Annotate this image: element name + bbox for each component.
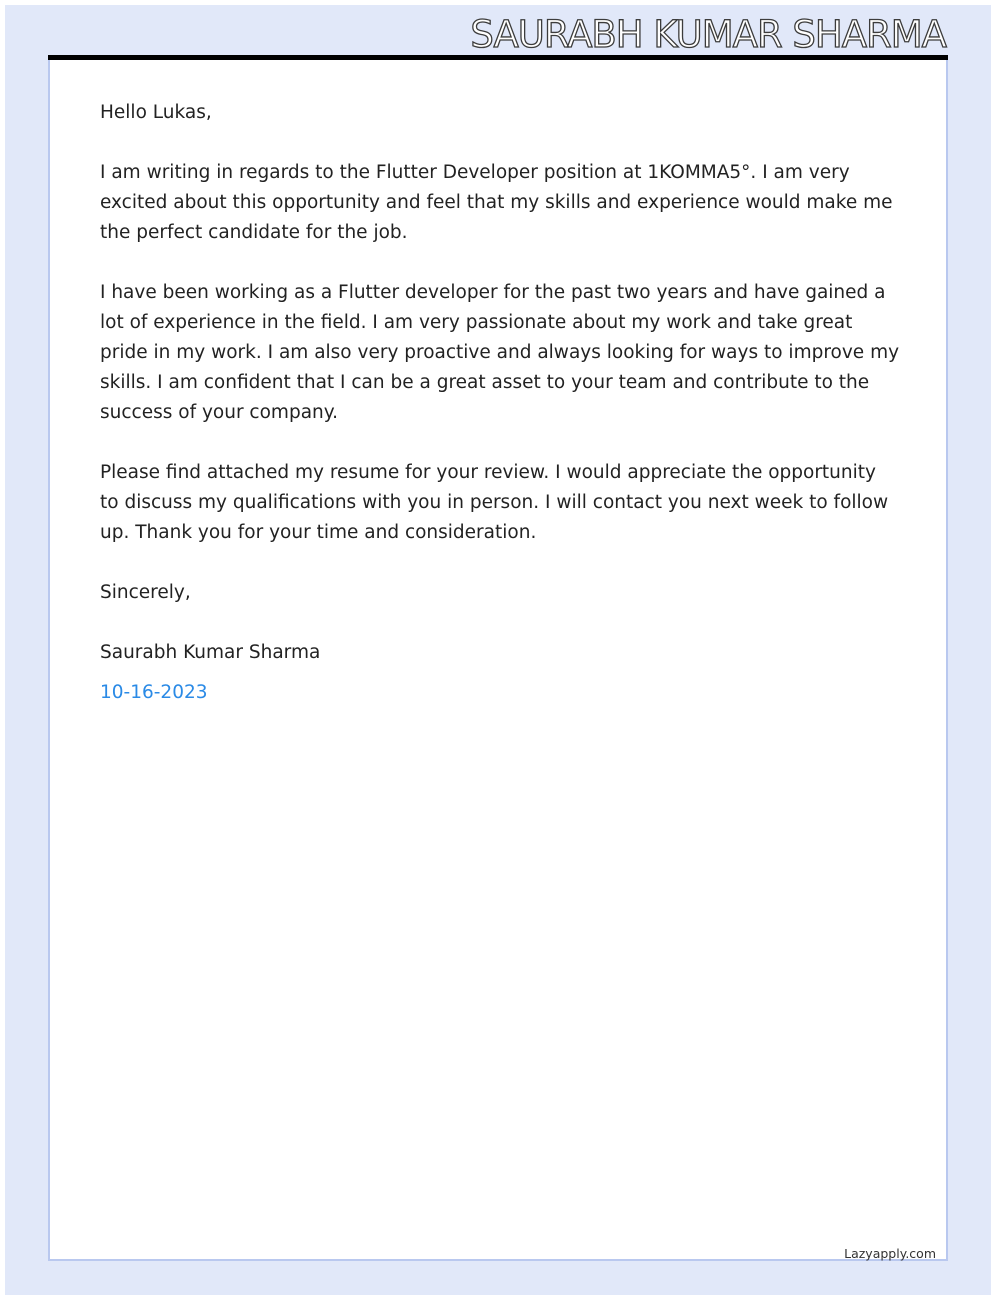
greeting: Hello Lukas, [100,102,212,123]
closing: Sincerely, [100,582,191,603]
footer-brand: Lazyapply.com [844,1246,936,1261]
paragraph-2: I have been working as a Flutter developer for the past two years and have gained a lot of experience in the field. I am very passionate about my work and take great pride in my work. I am also very proactive and always looking for ways to improve my skills. I am confident that I can be a great asset to your team and contribute to the success of your company. [100,282,900,423]
paragraph-3: Please find attached my resume for your review. I would appreciate the opportunity to discuss my qualifications with you in person. I will contact you next week to follow up. Thank you for your time and consideration. [100,462,889,543]
header-name: SAURABH KUMAR SHARMA [470,13,946,56]
paragraph-1: I am writing in regards to the Flutter Developer position at 1KOMMA5°. I am very excited about this opportunity and feel that my skills and experience would make me the perfect candidate for the job. [100,162,893,243]
letter-date: 10-16-2023 [100,682,208,703]
signature: Saurabh Kumar Sharma [100,642,321,663]
letter-body [100,98,900,708]
